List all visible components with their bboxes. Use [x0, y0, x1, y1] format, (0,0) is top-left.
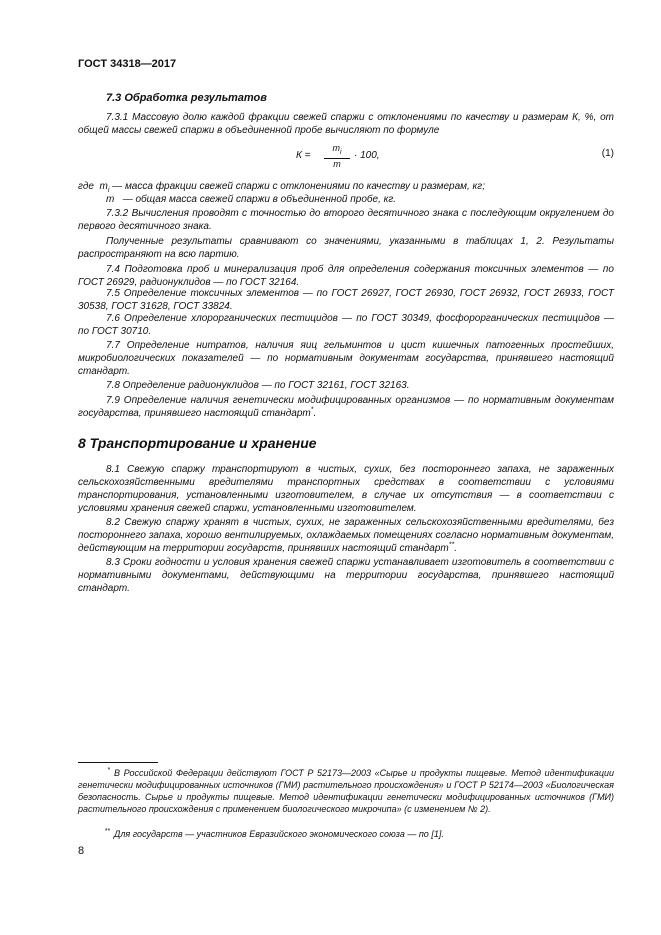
where-desc-m: — общая масса свежей спаржи в объединенной пробе, кг.: [122, 194, 397, 205]
formula-fraction: [324, 143, 350, 170]
paragraph-7-3-2-text: 7.3.2 Вычисления проводят с точностью до второго десятичного знака с последующим округлением до первого десятичного знака.: [78, 208, 614, 232]
where-symbol-mi-sub: i: [107, 187, 110, 194]
footnote-ref-2[interactable]: **: [448, 541, 455, 549]
paragraph-8-2-end: .: [454, 543, 457, 554]
paragraph-7-5-text: 7.5 Определение токсичных элементов — по ГОСТ 26927, ГОСТ 26930, ГОСТ 26932, ГОСТ 26933, ГОСТ 30538, ГОСТ 31628, ГОСТ 33824.: [78, 288, 614, 312]
where-prefix: где: [78, 181, 94, 192]
paragraph-8-1-text: 8.1 Свежую спаржу транспортируют в чистых, сухих, без постороннего запаха, не зараженных сельскохозяйственными вредителями транспортных средствах в соответствии с условиями транспортирования, установленными изготовителем, в случае их отсутствия — в соответствии с условиями хранения свежей спаржи, установленными изготовителем.: [78, 464, 614, 514]
paragraph-7-6: [78, 312, 614, 338]
paragraph-7-6-text: 7.6 Определение хлорорганических пестицидов — по ГОСТ 30349, фосфорорганических пестицидов — по ГОСТ 30710.: [78, 313, 614, 337]
footnote-1: [78, 767, 614, 815]
numerator-subscript: i: [339, 148, 342, 156]
paragraph-7-7: [78, 339, 614, 378]
formula-1: [78, 143, 614, 169]
footnote-divider: [78, 762, 158, 763]
footnote-2: [78, 828, 614, 840]
formula-denominator: m: [333, 158, 341, 169]
paragraph-7-9-text: 7.9 Определение наличия генетически модифицированных организмов — по нормативным документам государства, принявшего настоящий стандарт: [78, 395, 614, 419]
paragraph-results-text: Полученные результаты сравнивают со значениями, указанными в таблицах 1, 2. Результаты распространяют на всю партию.: [78, 236, 614, 260]
where-symbol-m: m: [106, 194, 115, 205]
paragraph-7-5: [78, 287, 614, 313]
paragraph-8-2: [78, 516, 614, 555]
paragraph-7-8-text: 7.8 Определение радионуклидов — по ГОСТ 32161, ГОСТ 32163.: [106, 380, 410, 391]
paragraph-7-3-1: [78, 111, 614, 137]
paragraph-7-8: [78, 379, 614, 392]
footnote-2-text: Для государств — участников Евразийского экономического союза — по [1].: [114, 829, 444, 839]
section-8-heading: 8 Транспортирование и хранение: [78, 435, 317, 451]
where-line-2: [106, 193, 396, 206]
paragraph-7-9: [78, 394, 614, 420]
paragraph-7-9-end: .: [313, 408, 317, 419]
section-7-3-heading: 7.3 Обработка результатов: [106, 92, 267, 104]
formula-lhs: К =: [296, 150, 311, 161]
paragraph-7-7-text: 7.7 Определение нитратов, наличия яиц гельминтов и цист кишечных патогенных простейших, микробиологических показателей — по нормативным документам государства, принявшего настоящий стандарт.: [78, 340, 614, 377]
footnote-ref-1[interactable]: *: [310, 406, 314, 414]
numerator-symbol: m: [332, 143, 340, 153]
formula-rhs: · 100,: [354, 150, 380, 161]
formula-number: (1): [601, 148, 614, 159]
footnote-2-mark: **: [104, 828, 110, 835]
paragraph-7-3-2: [78, 207, 614, 233]
paragraph-8-1: [78, 463, 614, 515]
paragraph-7-4-text: 7.4 Подготовка проб и минерализация проб для определения содержания токсичных элементов — по ГОСТ 26929, радионуклидов — по ГОСТ 32164.: [78, 264, 614, 288]
footnote-1-mark: *: [107, 767, 110, 774]
page-number: 8: [78, 845, 85, 857]
paragraph-8-2-text: 8.2 Свежую спаржу хранят в чистых, сухих, не зараженных сельскохозяйственными вредителями, без постороннего запаха, хорошо вентилируемых, охлаждаемых помещениях согласно нормативным документам, действующим на территории государств, принявших настоящий стандарт: [78, 517, 614, 554]
formula-numerator: [324, 143, 350, 159]
paragraph-7-4: [78, 263, 614, 289]
paragraph-results: [78, 235, 614, 261]
footnote-1-text: В Российской Федерации действуют ГОСТ Р 52173—2003 «Сырье и продукты пищевые. Метод идентификации генетически модифицированных источников (ГМИ) растительного происхождения» и ГОСТ Р 52174—2003 «Биологическая безопасность. Сырье и продукты пищевые. Метод идентификации генетически модифицированных источников (ГМИ) растительного происхождения с применением биологического микрочипа» (с изменением № 2).: [78, 768, 614, 814]
document-code-header: ГОСТ 34318—2017: [78, 58, 177, 70]
paragraph-8-3-text: 8.3 Сроки годности и условия хранения свежей спаржи устанавливает изготовитель в соответствии с нормативными документами, действующими на территории государства, принявшего настоящий стандарт.: [78, 557, 614, 594]
where-desc-mi: — масса фракции свежей спаржи с отклонениями по качеству и размерам, кг;: [112, 181, 485, 192]
paragraph-7-3-1-text: 7.3.1 Массовую долю каждой фракции свежей спаржи с отклонениями по качеству и размерам К, %, от общей массы свежей спаржи в объединенной пробе вычисляют по формуле: [78, 112, 614, 136]
paragraph-8-3: [78, 556, 614, 595]
where-symbol-mi: m: [99, 181, 108, 192]
